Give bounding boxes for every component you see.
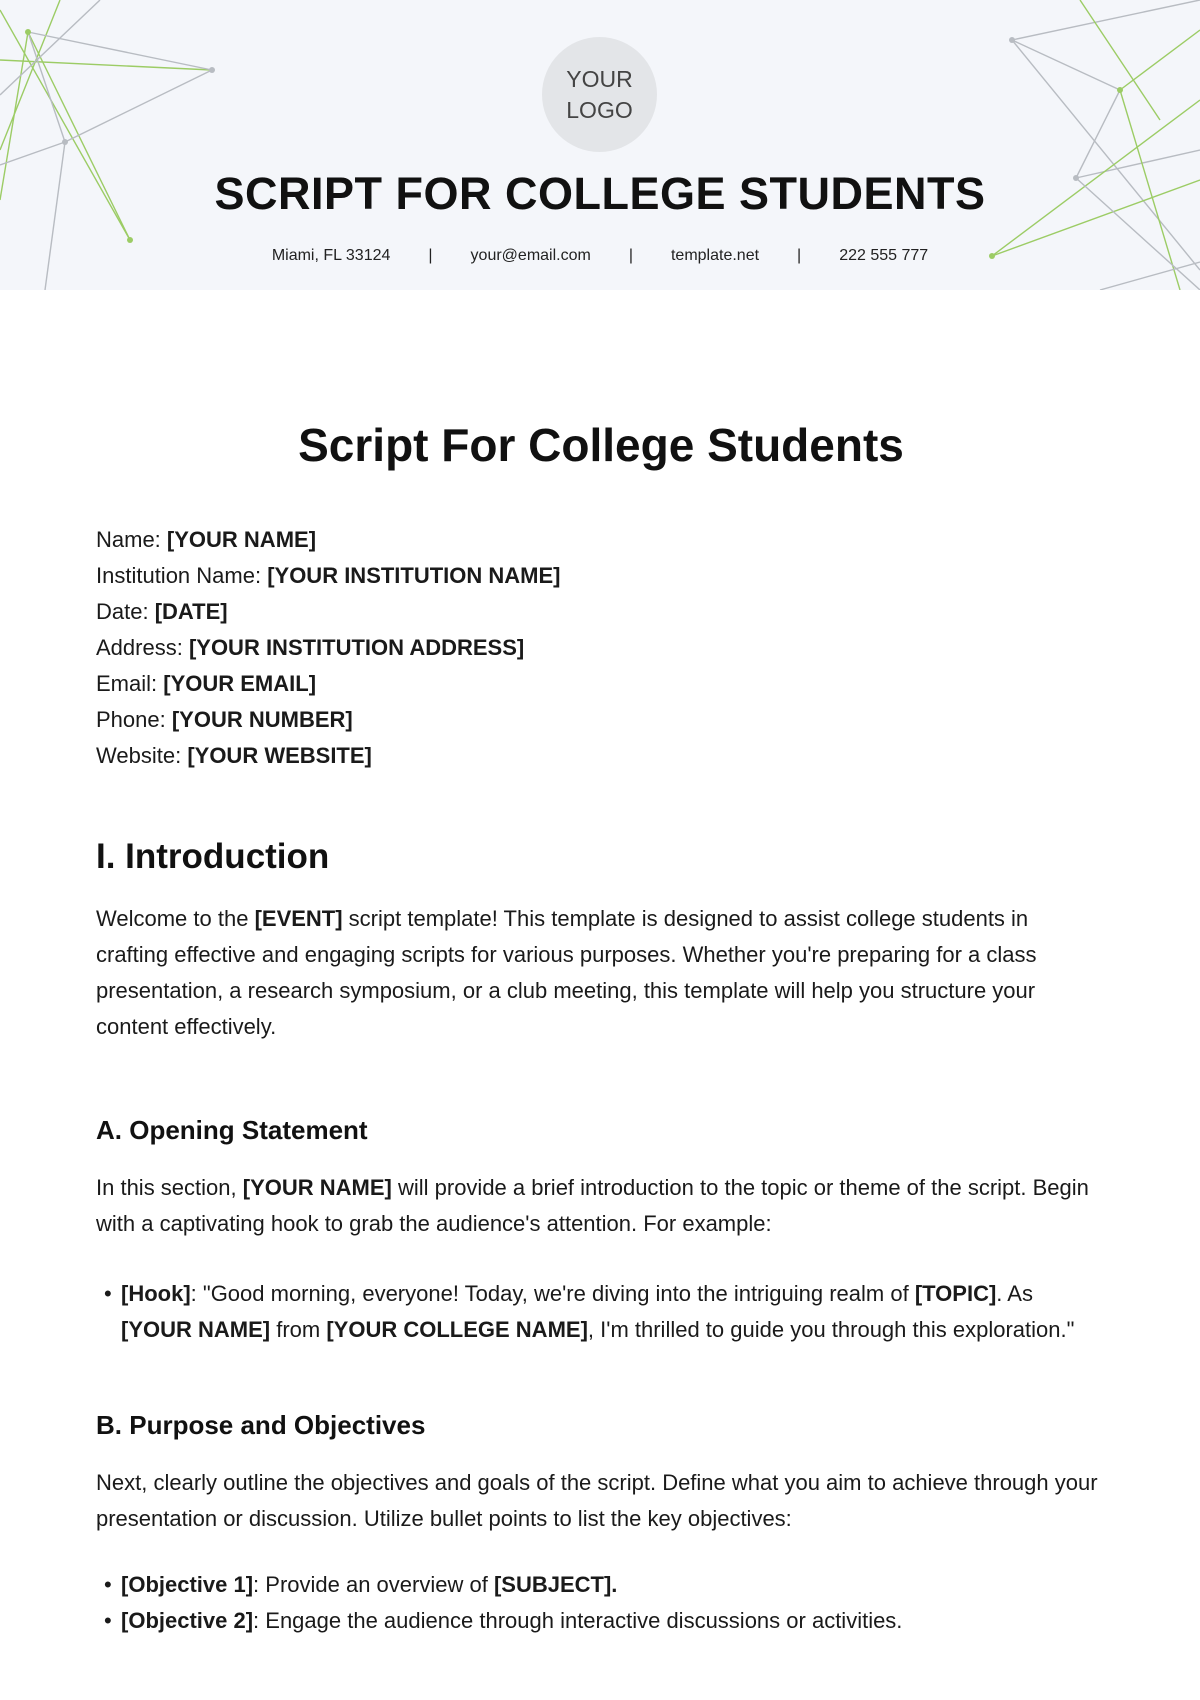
text-run: , I'm thrilled to guide you through this exploration." (587, 1317, 1075, 1342)
text-run: from (270, 1317, 327, 1342)
contact-separator: | (797, 247, 802, 264)
info-label: Website: (96, 743, 188, 768)
info-row-email (96, 666, 1106, 702)
contact-email: your@email.com (470, 247, 591, 264)
info-value: [YOUR INSTITUTION NAME] (267, 563, 561, 588)
placeholder-name: [YOUR NAME] (121, 1317, 271, 1342)
text-run: Welcome to the (96, 906, 255, 931)
placeholder-subject: [SUBJECT]. (493, 1572, 618, 1597)
info-row-address (96, 630, 1106, 666)
contact-phone: 222 555 777 (839, 247, 929, 264)
contact-separator: | (428, 247, 433, 264)
info-row-website (96, 738, 1106, 774)
page-header (0, 0, 1200, 290)
list-item (96, 1276, 1106, 1348)
info-row-date (96, 594, 1106, 630)
info-value: [YOUR INSTITUTION ADDRESS] (188, 635, 525, 660)
text-run: : Engage the audience through interactive discussions or activities. (253, 1608, 903, 1633)
document-body (96, 290, 1106, 1639)
subsection-heading-purpose: B. Purpose and Objectives (96, 1410, 426, 1440)
hook-list (96, 1276, 1106, 1348)
objective-label: [Objective 2] (121, 1608, 254, 1633)
info-row-phone (96, 702, 1106, 738)
info-value: [YOUR EMAIL] (163, 671, 317, 696)
info-label: Institution Name: (96, 563, 268, 588)
logo-placeholder: YOUR LOGO (542, 37, 657, 152)
text-run: : Provide an overview of (253, 1572, 494, 1597)
section-heading-introduction: I. Introduction (96, 837, 330, 876)
text-run: : "Good morning, everyone! Today, we're diving into the intriguing realm of (190, 1281, 915, 1306)
info-label: Name: (96, 527, 167, 552)
info-value: [YOUR NUMBER] (171, 707, 353, 732)
placeholder-college: [YOUR COLLEGE NAME] (326, 1317, 588, 1342)
text-run: . As (996, 1281, 1033, 1306)
header-title: SCRIPT FOR COLLEGE STUDENTS (214, 168, 986, 219)
hook-label: [Hook] (121, 1281, 191, 1306)
info-label: Date: (96, 599, 155, 624)
introduction-paragraph (96, 901, 1106, 1045)
placeholder-name: [YOUR NAME] (242, 1175, 392, 1200)
info-label: Email: (96, 671, 164, 696)
placeholder-event: [EVENT] (254, 906, 343, 931)
info-value: [YOUR WEBSITE] (187, 743, 372, 768)
list-item (96, 1567, 1106, 1603)
info-label: Address: (96, 635, 189, 660)
contact-separator: | (628, 247, 633, 264)
objectives-list (96, 1567, 1106, 1639)
objective-label: [Objective 1] (121, 1572, 254, 1597)
contact-website: template.net (670, 247, 760, 264)
info-value: [DATE] (154, 599, 228, 624)
info-row-institution (96, 558, 1106, 594)
text-run: will provide a brief introduction to the topic or theme of the script. Begin with a captivating hook to grab the audience's attention. For example: (96, 1175, 1089, 1236)
contact-location: Miami, FL 33124 (271, 247, 391, 264)
info-value: [YOUR NAME] (166, 527, 317, 552)
text-run: In this section, (96, 1175, 243, 1200)
info-block (96, 522, 1106, 774)
contact-bar (0, 247, 1200, 265)
document-title: Script For College Students (298, 419, 904, 471)
text-run: script template! This template is designed to assist college students in crafting effective and engaging scripts for various purposes. Whether you're preparing for a class presentation, a research symposium, or a club meeting, this template will help you structure your content effectively. (96, 906, 1037, 1039)
placeholder-topic: [TOPIC] (914, 1281, 997, 1306)
subsection-heading-opening: A. Opening Statement (96, 1115, 368, 1145)
info-row-name (96, 522, 1106, 558)
info-label: Phone: (96, 707, 172, 732)
list-item (96, 1603, 1106, 1639)
purpose-paragraph: Next, clearly outline the objectives and goals of the script. Define what you aim to achieve through your presentation or discussion. Utilize bullet points to list the key objectives: (96, 1470, 1098, 1531)
opening-paragraph (96, 1170, 1106, 1242)
